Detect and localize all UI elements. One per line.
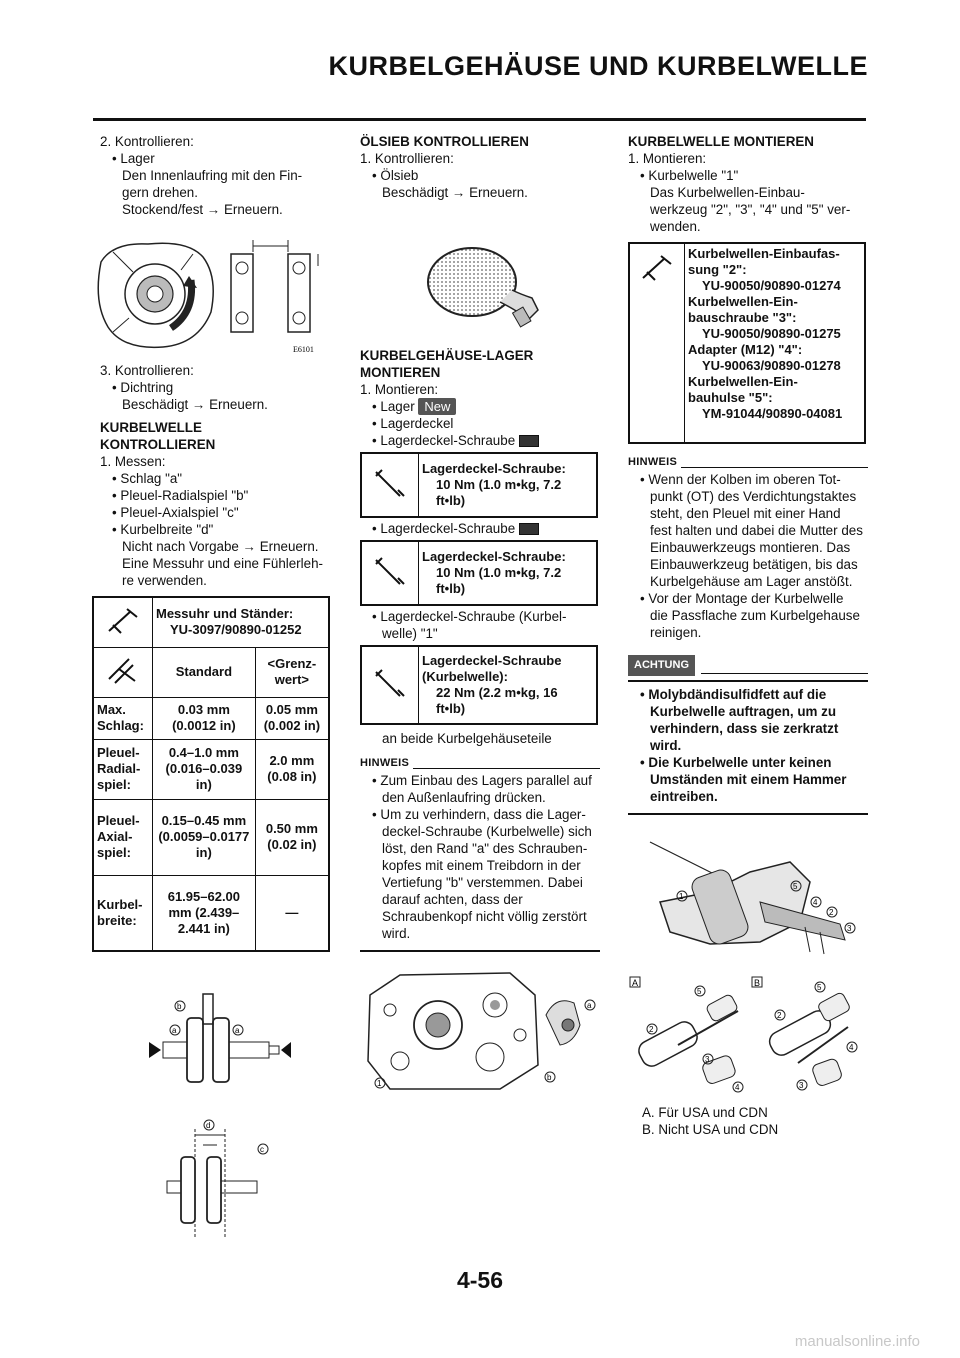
note-line: deckel-Schraube (Kurbelwelle) sich xyxy=(382,824,592,839)
label-b: b xyxy=(177,1002,182,1011)
label-d: d xyxy=(206,1121,211,1130)
col2-bearing-text xyxy=(360,347,600,449)
label-5: 5 xyxy=(793,882,798,891)
caution-end-rule xyxy=(628,813,868,815)
torque-table-3 xyxy=(360,645,598,725)
list-item: • Lagerdeckel-Schraube xyxy=(372,433,516,448)
torque-label: Lagerdeckel-Schraube: xyxy=(422,549,566,564)
section-heading: KONTROLLIEREN xyxy=(100,437,216,452)
torque-value: 10 Nm (1.0 m•kg, 7.2 xyxy=(436,477,562,492)
spec-table xyxy=(92,596,330,952)
legend-a: A. Für USA und CDN xyxy=(642,1105,768,1120)
row-standard: 0.03 mm (0.0012 in) xyxy=(153,697,256,739)
label-b: b xyxy=(547,1073,552,1082)
step-2: 2. Kontrollieren: xyxy=(100,134,194,149)
text-line: an beide Kurbelgehäuseteile xyxy=(382,731,552,746)
col3-notes xyxy=(628,454,868,815)
torque-text xyxy=(419,453,598,517)
caution-line: eintreiben. xyxy=(650,789,718,804)
label-a: a xyxy=(235,1026,240,1035)
step: 1. Montieren: xyxy=(628,151,707,166)
label-a: a xyxy=(587,1001,592,1010)
caution-line: • Die Kurbelwelle unter keinen xyxy=(640,755,832,770)
section-heading: ÖLSIEB KONTROLLIEREN xyxy=(360,134,529,149)
label-4: 4 xyxy=(735,1083,740,1092)
section-heading: KURBELWELLE MONTIEREN xyxy=(628,134,814,149)
list-item: • Pleuel-Radialspiel "b" xyxy=(112,488,249,503)
list-item: • Ölsieb xyxy=(372,168,419,183)
note-line: den Außenlaufring drücken. xyxy=(382,790,546,805)
note-end-rule xyxy=(360,950,600,952)
tool-name: Messuhr und Ständer: xyxy=(156,606,294,622)
note-line: steht, den Pleuel mit einer Hand xyxy=(650,506,841,521)
note-line: wird. xyxy=(382,926,411,941)
row-label: Pleuel-Axial-spiel: xyxy=(93,799,153,875)
torque-text xyxy=(419,541,598,605)
box-b: B xyxy=(754,978,761,988)
list-item: • Kurbelwelle "1" xyxy=(640,168,739,183)
text-line: welle) "1" xyxy=(382,626,438,641)
text-line: Beschädigt → Erneuern. xyxy=(122,397,268,412)
tool-name: bauhulse "5": xyxy=(688,390,773,405)
section-heading: MONTIEREN xyxy=(360,365,441,380)
tool-cell-text xyxy=(153,597,330,647)
text-line: wenden. xyxy=(650,219,701,234)
text-line: Stockend/fest → Erneuern. xyxy=(122,202,283,217)
measure-icon xyxy=(105,655,141,685)
label-1: 1 xyxy=(377,1079,382,1088)
tool-list xyxy=(685,243,866,443)
hinweis-header xyxy=(628,454,868,471)
torque-value: ft•lb) xyxy=(436,701,466,716)
hinweis-label: HINWEIS xyxy=(360,757,410,769)
col3-top-text xyxy=(628,133,868,235)
table-row xyxy=(93,739,329,799)
list-item: • Lager xyxy=(372,399,415,414)
caution-line: verhindern, dass sie zerkratzt xyxy=(650,721,839,736)
note-line: • Zum Einbau des Lagers parallel auf xyxy=(372,773,592,788)
page-title: KURBELGEHÄUSE UND KURBELWELLE xyxy=(328,51,868,81)
table-row xyxy=(93,875,329,951)
tool-icon-cell xyxy=(629,243,685,443)
page-number: 4-56 xyxy=(456,1267,504,1293)
caution-line: wird. xyxy=(650,738,682,753)
label-5: 5 xyxy=(817,983,822,992)
title-rule xyxy=(93,118,866,121)
torque-table-2 xyxy=(360,540,598,606)
rule xyxy=(681,467,868,468)
torque-label: Lagerdeckel-Schraube: xyxy=(422,461,566,476)
torque-wrench-icon xyxy=(372,666,408,700)
note-line: fest halten und dabei die Mutter des xyxy=(650,523,863,538)
row-limit: 2.0 mm (0.08 in) xyxy=(255,739,329,799)
label-2: 2 xyxy=(649,1025,654,1034)
text-line: gern drehen. xyxy=(122,185,198,200)
note-line: Schraubenkopf nicht völlig zerstört xyxy=(382,909,587,924)
col1-top-text xyxy=(100,133,336,218)
text-line: Beschädigt → Erneuern. xyxy=(382,185,528,200)
tool-part-number: YU-90050/90890-01275 xyxy=(702,326,841,341)
step-3-bullet: • Dichtring xyxy=(112,380,174,395)
row-limit: 0.05 mm (0.002 in) xyxy=(255,697,329,739)
label-c: c xyxy=(260,1145,264,1154)
tool-name: Kurbelwellen-Ein- xyxy=(688,294,798,309)
footer-watermark: manualsonline.info xyxy=(794,1333,920,1350)
note-line: darauf achten, dass der xyxy=(382,892,523,907)
legend-b: B. Nicht USA und CDN xyxy=(642,1122,779,1137)
col1-step3 xyxy=(100,362,336,589)
section-heading: KURBELWELLE xyxy=(100,420,202,435)
tool-name: Kurbelwellen-Einbaufas- xyxy=(688,246,840,261)
note-line: • Um zu verhindern, dass die Lager- xyxy=(372,807,586,822)
tool-cell xyxy=(93,597,153,647)
spec-cell xyxy=(93,647,153,697)
torque-label: Lagerdeckel-Schraube xyxy=(422,653,562,668)
rule xyxy=(701,673,868,674)
list-item: • Schlag "a" xyxy=(112,471,183,486)
step: 1. Kontrollieren: xyxy=(360,151,454,166)
torque-value: ft•lb) xyxy=(436,581,466,596)
hinweis-header xyxy=(360,755,600,772)
step-3: 3. Kontrollieren: xyxy=(100,363,194,378)
text-line: re verwenden. xyxy=(122,573,207,588)
row-limit: 0.50 mm (0.02 in) xyxy=(255,799,329,875)
image-code: E6101 xyxy=(293,345,314,354)
row-standard: 0.4–1.0 mm (0.016–0.039 in) xyxy=(153,739,256,799)
tool-icon xyxy=(105,605,141,635)
standard-label: Standard xyxy=(153,647,256,697)
tool-part-number: YU-3097/90890-01252 xyxy=(170,622,302,638)
label-3: 3 xyxy=(799,1081,804,1090)
install-tools-figure xyxy=(628,975,868,1105)
label-a: a xyxy=(172,1026,177,1035)
crankshaft-runout-figure xyxy=(145,988,295,1088)
measure-step: 1. Messen: xyxy=(100,454,166,469)
tool-name: sung "2": xyxy=(688,262,747,277)
tool-table xyxy=(628,242,866,444)
table-row xyxy=(93,697,329,739)
torque-text xyxy=(419,646,598,724)
note-line: Vertiefung "b" verstemmen. Dabei xyxy=(382,875,583,890)
torque-icon-cell xyxy=(361,541,419,605)
label-4: 4 xyxy=(849,1043,854,1052)
tool-name: Kurbelwellen-Ein- xyxy=(688,374,798,389)
col2-notes xyxy=(360,730,600,952)
torque-icon-cell xyxy=(361,453,419,517)
step: 1. Montieren: xyxy=(360,382,439,397)
torque-value: 22 Nm (2.2 m•kg, 16 xyxy=(436,685,558,700)
note-line: Einbauwerkzeugs montieren. Das xyxy=(650,540,851,555)
note-line: Kurbelgehäuse am Lager anstößt. xyxy=(650,574,853,589)
row-limit: — xyxy=(255,875,329,951)
note-line: löst, den Rand "a" des Schrauben- xyxy=(382,841,588,856)
note-line: kopfes mit einem Treibdorn in der xyxy=(382,858,581,873)
bearing-figure xyxy=(93,232,333,357)
torque-table-1 xyxy=(360,452,598,518)
torque-wrench-icon xyxy=(372,554,408,588)
crankcase-figure xyxy=(360,965,605,1095)
hinweis-label: HINWEIS xyxy=(628,456,678,468)
crankshaft-install-figure xyxy=(640,832,865,962)
list-item: • Kurbelbreite "d" xyxy=(112,522,214,537)
label-2: 2 xyxy=(777,1011,782,1020)
note-line: reinigen. xyxy=(650,625,702,640)
text-line: Nicht nach Vorgabe → Erneuern. xyxy=(122,539,319,554)
crankshaft-width-figure xyxy=(165,1117,275,1242)
col2-bullet-5 xyxy=(360,608,600,642)
torque-value: ft•lb) xyxy=(436,493,466,508)
tool-name: bauschraube "3": xyxy=(688,310,797,325)
torque-value: 10 Nm (1.0 m•kg, 7.2 xyxy=(436,565,562,580)
text-line: Eine Messuhr und eine Fühlerleh- xyxy=(122,556,323,571)
label-3: 3 xyxy=(847,924,852,933)
list-item: • Lagerdeckel-Schraube xyxy=(372,521,516,536)
loctite-icon xyxy=(519,523,539,535)
tool-icon xyxy=(639,252,675,282)
list-item: • Lagerdeckel-Schraube (Kurbel- xyxy=(372,609,567,624)
tool-part-number: YU-90063/90890-01278 xyxy=(702,358,841,373)
note-line: Einbauwerkzeug betätigen, bis das xyxy=(650,557,858,572)
table-row xyxy=(93,799,329,875)
row-label: Kurbel-breite: xyxy=(93,875,153,951)
list-item: • Lagerdeckel xyxy=(372,416,454,431)
box-a: A xyxy=(632,978,639,988)
label-1: 1 xyxy=(679,892,684,901)
figure-legend xyxy=(642,1104,862,1138)
torque-wrench-icon xyxy=(372,466,408,500)
note-line: • Wenn der Kolben im oberen Tot- xyxy=(640,472,841,487)
list-item: • Pleuel-Axialspiel "c" xyxy=(112,505,239,520)
caution-line: Umständen mit einem Hammer xyxy=(650,772,847,787)
col2-top-text xyxy=(360,133,600,201)
section-heading: KURBELGEHÄUSE-LAGER xyxy=(360,348,534,363)
note-line: die Passflache zum Kurbelgehause xyxy=(650,608,860,623)
row-label: Pleuel-Radial-spiel: xyxy=(93,739,153,799)
rule xyxy=(628,680,868,682)
achtung-header xyxy=(628,655,868,676)
row-standard: 0.15–0.45 mm (0.0059–0.0177 in) xyxy=(153,799,256,875)
label-3: 3 xyxy=(705,1055,710,1064)
label-4: 4 xyxy=(813,898,818,907)
caution-line: Kurbelwelle auftragen, um zu xyxy=(650,704,837,719)
row-standard: 61.95–62.00 mm (2.439–2.441 in) xyxy=(153,875,256,951)
col2-bullet-4 xyxy=(360,520,600,537)
achtung-label: ACHTUNG xyxy=(628,655,695,676)
tool-part-number: YM-91044/90890-04081 xyxy=(702,406,843,421)
note-line: • Vor der Montage der Kurbelwelle xyxy=(640,591,844,606)
tool-name: Adapter (M12) "4": xyxy=(688,342,803,357)
torque-icon-cell xyxy=(361,646,419,724)
row-label: Max. Schlag: xyxy=(93,697,153,739)
rule xyxy=(413,768,600,769)
label-5: 5 xyxy=(697,987,702,996)
torque-label: (Kurbelwelle): xyxy=(422,669,508,684)
new-badge: New xyxy=(418,398,456,415)
loctite-icon xyxy=(519,435,539,447)
oil-strainer-figure xyxy=(420,240,550,340)
limit-label: <Grenz-wert> xyxy=(255,647,329,697)
text-line: werkzeug "2", "3", "4" und "5" ver- xyxy=(650,202,851,217)
text-line: Das Kurbelwellen-Einbau- xyxy=(650,185,805,200)
label-2: 2 xyxy=(829,908,834,917)
caution-line: • Molybdändisulfidfett auf die xyxy=(640,687,827,702)
note-line: punkt (OT) des Verdichtungstaktes xyxy=(650,489,857,504)
step-2-bullet: • Lager xyxy=(112,151,155,166)
tool-part-number: YU-90050/90890-01274 xyxy=(702,278,841,293)
text-line: Den Innenlaufring mit den Fin- xyxy=(122,168,303,183)
